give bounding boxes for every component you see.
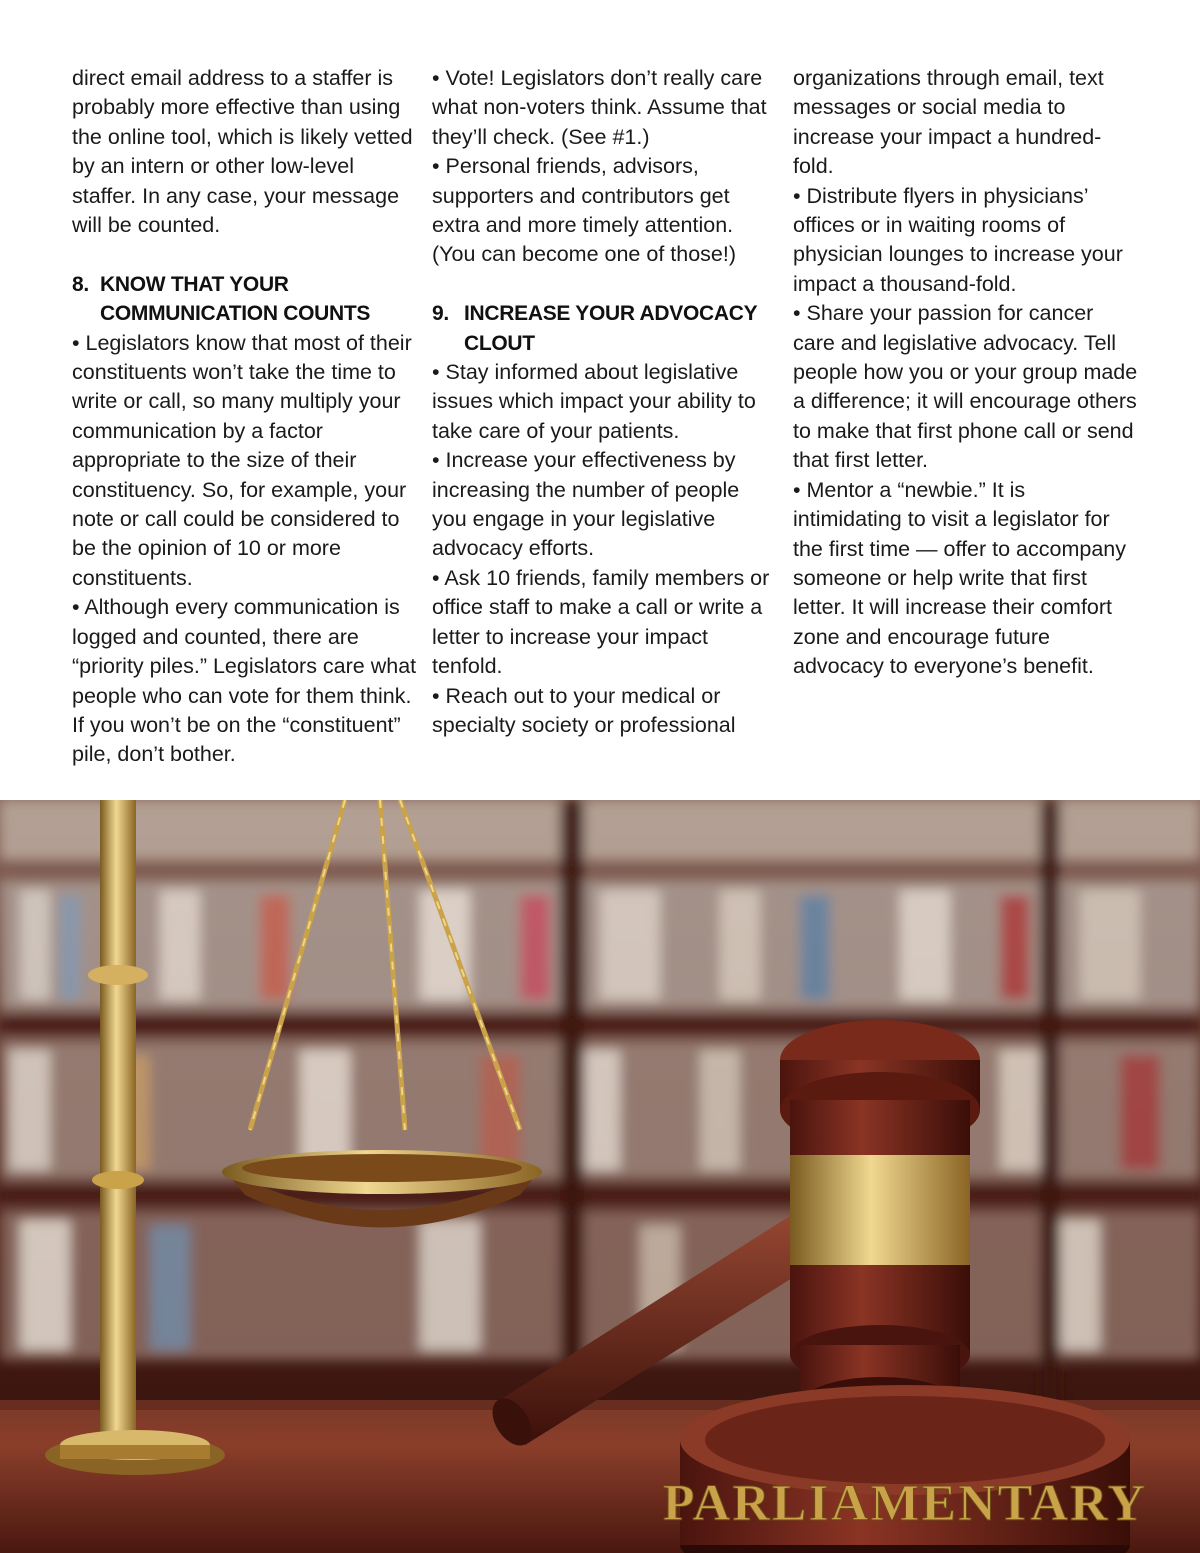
- bullet-item: • Share your passion for cancer care and legislative advocacy. Tell people how you or your group made a difference; it will encourage others to make that first phone call or send that first letter.: [793, 301, 1138, 473]
- bullet-item: • Stay informed about legislative issues which impact your ability to take care of your patients.: [432, 360, 756, 443]
- bullet-item: • Vote! Legislators don’t really care what non-voters think. Assume that they’ll check. (See #1.): [432, 66, 767, 149]
- column-2: [432, 64, 777, 740]
- section-title: INCREASE YOUR ADVOCACY CLOUT: [464, 302, 757, 355]
- section-title: KNOW THAT YOUR COMMUNICATION COUNTS: [100, 272, 371, 326]
- section-number: 8.: [72, 272, 89, 296]
- section-number: 9.: [432, 302, 449, 326]
- bullet-item: • Personal friends, advisors, supporters and contributors get extra and more timely attention. (You can become one of those!): [432, 154, 736, 267]
- bullet-item: • Mentor a “newbie.” It is intimidating to visit a legislator for the first time — offer to accompany someone or help write that first letter. It will increase their comfort zone and encourage future advocacy to everyone’s benefit.: [793, 477, 1126, 679]
- column-3: [793, 64, 1138, 682]
- bullet-item: • Increase your effectiveness by increasing the number of people you engage in your legislative advocacy efforts.: [432, 448, 740, 561]
- parliamentary-engraving: PARLIAMENTARY: [662, 1475, 1148, 1532]
- bullet-item: • Reach out to your medical or specialty society or professional: [432, 683, 736, 737]
- column-1: [72, 64, 417, 770]
- bullet-item: • Legislators know that most of their constituents won’t take the time to write or call, so many multiply your communication by a factor appropriate to the size of their constituency. So, for example, your note or call could be considered to be the opinion of 10 or more constituents.: [72, 330, 412, 590]
- paragraph-intro: direct email address to a staffer is probably more effective than using the online tool, which is likely vetted by an intern or other low-level staffer. In any case, your message will be counted.: [72, 66, 413, 238]
- bullet-item: • Ask 10 friends, family members or office staff to make a call or write a letter to increase your impact tenfold.: [432, 565, 770, 679]
- section-8-heading: [72, 270, 417, 329]
- bullet-item: • Although every communication is logged and counted, there are “priority piles.” Legislators care what people who can vote for them think. If you won’t be on the “constituent” pile, don’t bother.: [72, 595, 417, 767]
- section-9-heading: [432, 299, 777, 358]
- paragraph-continuation: organizations through email, text messages or social media to increase your impact a hundred-fold.: [793, 66, 1104, 179]
- bullet-item: • Distribute flyers in physicians’ offices or in waiting rooms of physician lounges to increase your impact a thousand-fold.: [793, 183, 1123, 296]
- gavel-scales-photo: [0, 800, 1200, 1553]
